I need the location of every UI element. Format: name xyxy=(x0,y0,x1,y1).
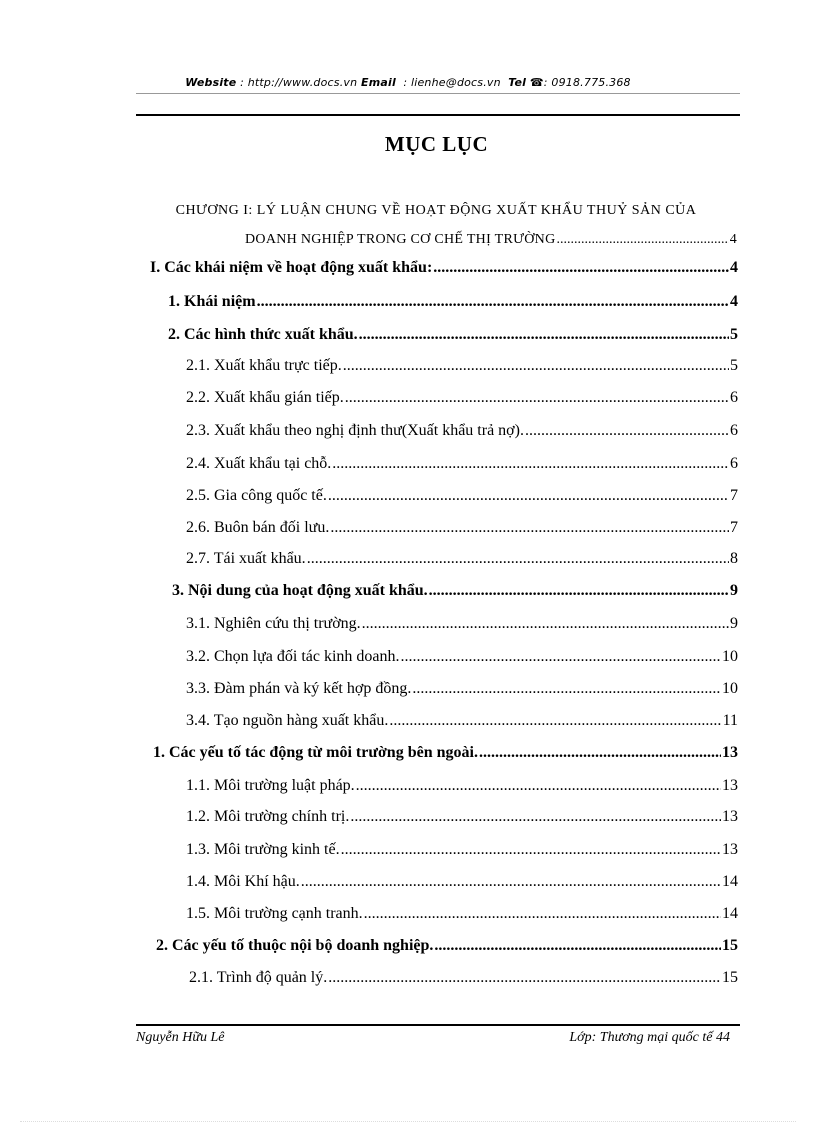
toc-entry[interactable] xyxy=(186,421,738,441)
toc-entry[interactable] xyxy=(172,581,738,601)
toc-entry[interactable] xyxy=(186,549,738,569)
toc-entry-title: 2.6. Buôn bán đối lưu. xyxy=(186,519,330,536)
toc-page-number: 7 xyxy=(730,519,738,536)
page-header: Website : http://www.docs.vn Email : lienhe@docs.vn Tel ☎: 0918.775.368 xyxy=(185,76,631,89)
toc-page-number: 7 xyxy=(730,487,738,504)
toc-entry[interactable] xyxy=(186,518,738,538)
toc-entry-title: I. Các khái niệm về hoạt động xuất khẩu: xyxy=(150,259,433,276)
toc-page-number: 15 xyxy=(722,969,738,986)
toc-page-number: 9 xyxy=(730,615,738,632)
toc-entry[interactable] xyxy=(186,840,738,860)
toc-page-number: 4 xyxy=(729,232,737,247)
toc-chapter-entry[interactable] xyxy=(245,230,737,250)
toc-leader-dots xyxy=(307,549,729,569)
toc-entry-title: 2.5. Gia công quốc tế. xyxy=(186,487,327,504)
toc-entry[interactable] xyxy=(186,647,738,667)
toc-page-number: 14 xyxy=(722,905,738,922)
toc-entry[interactable] xyxy=(186,356,738,376)
toc-entry-title: 1.1. Môi trường luật pháp. xyxy=(186,777,355,794)
toc-leader-dots xyxy=(433,258,729,278)
toc-entry-title: 2.2. Xuất khẩu gián tiếp. xyxy=(186,389,344,406)
toc-entry-title: 3.1. Nghiên cứu thị trường. xyxy=(186,615,361,632)
toc-page-number: 5 xyxy=(730,357,738,374)
chapter-title-line2: DOANH NGHIỆP TRONG CƠ CHẾ THỊ TRƯỜNG xyxy=(245,232,556,247)
toc-entry-title: 2.4. Xuất khẩu tại chỗ. xyxy=(186,455,332,472)
toc-entry-title: 1. Khái niệm xyxy=(168,293,256,310)
toc-entry-title: 2.3. Xuất khẩu theo nghị định thư(Xuất khẩu trả nợ). xyxy=(186,422,524,439)
toc-leader-dots xyxy=(364,904,721,924)
toc-leader-dots xyxy=(328,968,721,988)
toc-entry[interactable] xyxy=(186,807,738,827)
toc-leader-dots xyxy=(429,581,729,601)
toc-leader-dots xyxy=(332,454,729,474)
email-label: Email xyxy=(361,76,396,89)
toc-leader-dots xyxy=(401,647,721,667)
toc-entry-title: 3.2. Chọn lựa đối tác kinh doanh. xyxy=(186,648,400,665)
toc-entry[interactable] xyxy=(186,872,738,892)
toc-entry-title: 1.4. Môi Khí hậu. xyxy=(186,873,300,890)
toc-entry-title: 2. Các yếu tố thuộc nội bộ doanh nghiệp. xyxy=(156,937,434,954)
toc-page-number: 6 xyxy=(730,422,738,439)
toc-page-number: 6 xyxy=(730,455,738,472)
tel-value: 0918.775.368 xyxy=(551,76,631,89)
footer-divider xyxy=(136,1024,740,1026)
toc-entry-title: 2.1. Xuất khẩu trực tiếp. xyxy=(186,357,342,374)
footer-author: Nguyễn Hữu Lê xyxy=(136,1030,225,1045)
toc-leader-dots xyxy=(356,776,721,796)
toc-entry-title: 3.4. Tạo nguồn hàng xuất khẩu. xyxy=(186,712,389,729)
header-divider-thick xyxy=(136,114,740,116)
toc-page-number: 9 xyxy=(730,582,738,599)
toc-page-number: 6 xyxy=(730,389,738,406)
toc-leader-dots xyxy=(257,292,729,312)
toc-page-number: 4 xyxy=(730,293,738,310)
toc-entry-title: 3. Nội dung của hoạt động xuất khẩu. xyxy=(172,582,428,599)
toc-entry[interactable] xyxy=(186,614,738,634)
header-divider-thin xyxy=(136,93,740,94)
toc-leader-dots xyxy=(362,614,729,634)
toc-entry[interactable] xyxy=(150,258,738,278)
toc-entry-title: 1.5. Môi trường cạnh tranh. xyxy=(186,905,363,922)
toc-page-number: 15 xyxy=(722,937,738,954)
toc-entry[interactable] xyxy=(186,776,738,796)
toc-entry[interactable] xyxy=(186,679,738,699)
toc-page-number: 8 xyxy=(730,550,738,567)
toc-entry[interactable] xyxy=(189,968,738,988)
toc-page-number: 10 xyxy=(722,648,738,665)
toc-entry-title: 3.3. Đàm phán và ký kết hợp đồng. xyxy=(186,680,412,697)
toc-entry[interactable] xyxy=(186,454,738,474)
toc-entry[interactable] xyxy=(168,325,738,345)
toc-entry-title: 1.3. Môi trường kinh tế. xyxy=(186,841,340,858)
toc-leader-dots xyxy=(525,421,729,441)
phone-icon: ☎ xyxy=(529,76,544,89)
toc-entry[interactable] xyxy=(153,743,738,763)
toc-entry[interactable] xyxy=(156,936,738,956)
toc-page-number: 5 xyxy=(730,326,738,343)
toc-entry-title: 1. Các yếu tố tác động từ môi trường bên ngoài. xyxy=(153,744,478,761)
toc-entry-title: 2. Các hình thức xuất khẩu. xyxy=(168,326,358,343)
toc-page-number: 13 xyxy=(722,808,738,825)
toc-entry[interactable] xyxy=(186,904,738,924)
toc-page-number: 4 xyxy=(730,259,738,276)
toc-entry[interactable] xyxy=(186,486,738,506)
toc-entry-title: 1.2. Môi trường chính trị. xyxy=(186,808,350,825)
toc-leader-dots xyxy=(389,711,721,731)
toc-leader-dots xyxy=(434,936,721,956)
website-label: Website xyxy=(185,76,237,89)
toc-page-number: 11 xyxy=(722,712,738,729)
toc-entry-title: 2.1. Trình độ quản lý. xyxy=(189,969,328,986)
toc-leader-dots xyxy=(343,356,729,376)
toc-leader-dots xyxy=(301,872,721,892)
toc-leader-dots xyxy=(479,743,721,763)
toc-leader-dots xyxy=(350,807,721,827)
toc-leader-dots xyxy=(341,840,721,860)
toc-leader-dots xyxy=(330,518,729,538)
footer-class: Lớp: Thương mại quốc tế 44 xyxy=(569,1030,730,1045)
toc-page-number: 13 xyxy=(722,841,738,858)
email-value[interactable]: lienhe@docs.vn xyxy=(410,76,501,89)
toc-entry-title: 2.7. Tái xuất khẩu. xyxy=(186,550,306,567)
toc-leader-dots xyxy=(359,325,729,345)
toc-leader-dots xyxy=(328,486,729,506)
toc-leader-dots xyxy=(345,388,729,408)
website-value[interactable]: http://www.docs.vn xyxy=(247,76,358,89)
page-bottom-border xyxy=(20,1121,796,1122)
tel-label: Tel xyxy=(508,76,527,89)
toc-entry[interactable] xyxy=(186,388,738,408)
toc-page-number: 14 xyxy=(722,873,738,890)
toc-entry[interactable] xyxy=(168,292,738,312)
toc-leader-dots xyxy=(412,679,721,699)
toc-page-number: 13 xyxy=(722,777,738,794)
toc-entry[interactable] xyxy=(186,711,738,731)
toc-page-number: 10 xyxy=(722,680,738,697)
chapter-title-line1[interactable]: CHƯƠNG I: LÝ LUẬN CHUNG VỀ HOẠT ĐỘNG XUẤT KHẨU THUỶ SẢN CỦA xyxy=(175,203,697,218)
toc-page-number: 13 xyxy=(722,744,738,761)
page-title: MỤC LỤC xyxy=(384,132,489,156)
